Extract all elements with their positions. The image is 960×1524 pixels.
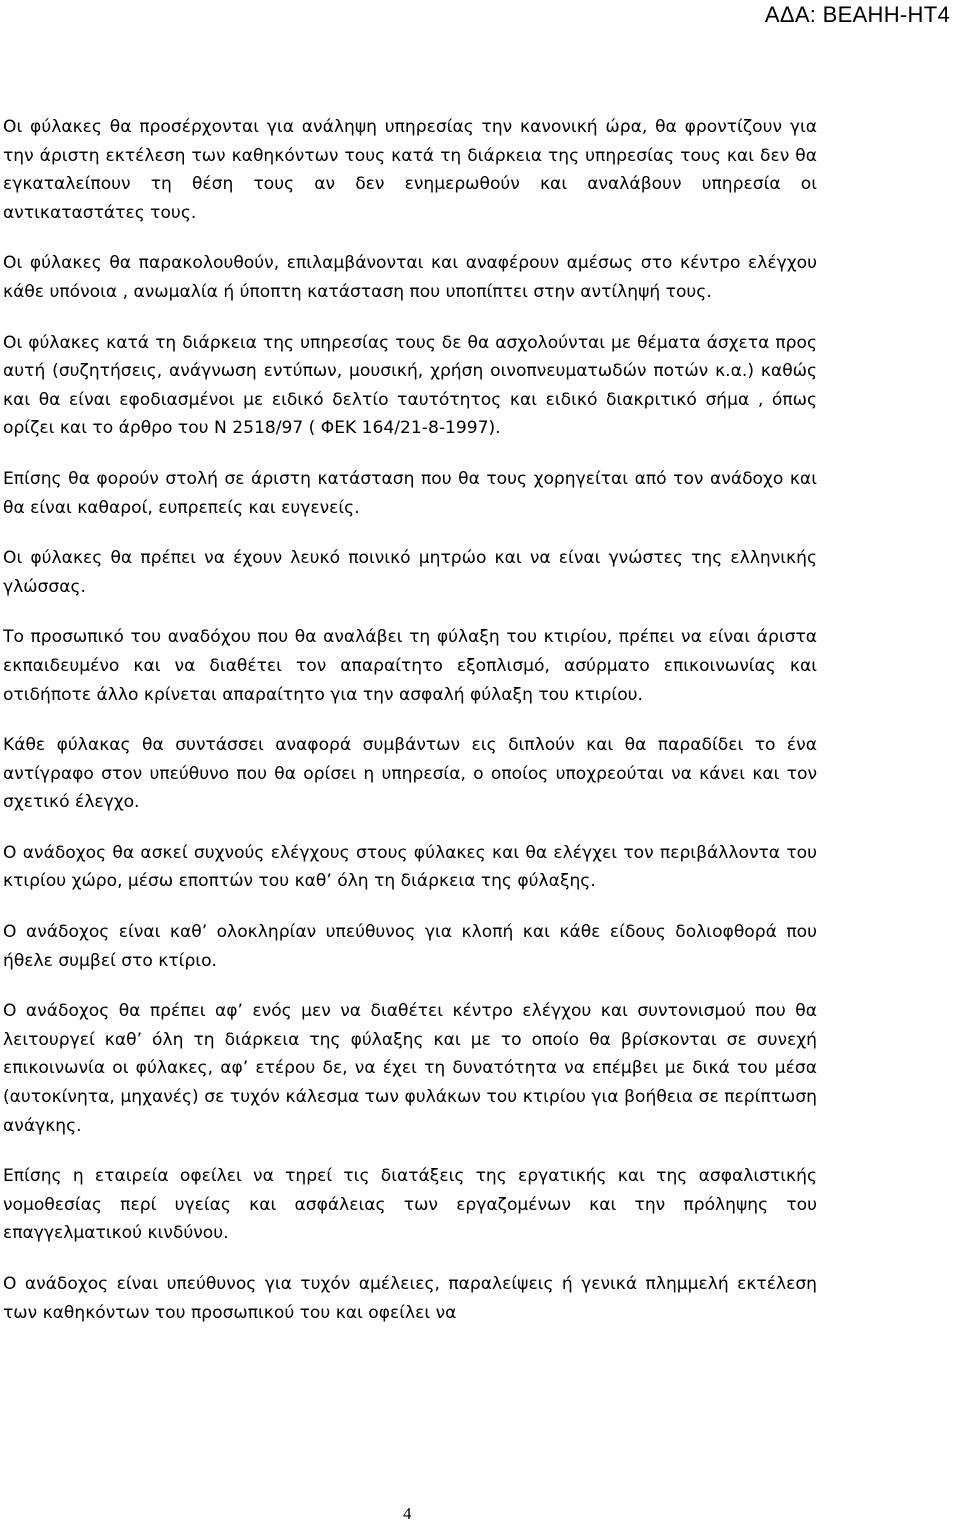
document-body (3, 113, 817, 1349)
page-number: 4 (403, 1504, 412, 1523)
paragraph-control-center: Ο ανάδοχος θα πρέπει αφ’ ενός μεν να διαθέτει κέντρο ελέγχου και συντονισμού που θα λειτουργεί καθ’ όλη τη διάρκεια της φύλαξης και με το οποίο θα βρίσκονται σε συνεχή επικοινωνία οι φύλακες, αφ’ ετέρου δε, να έχει τη δυνατότητα να επέμβει με δικά του μέσα (αυτοκίνητα, μηχανές) σε τυχόν κάλεσμα των φυλάκων του κτιρίου για βοήθεια σε περίπτωση ανάγκης. (3, 1001, 817, 1136)
paragraph-conduct: Οι φύλακες κατά τη διάρκεια της υπηρεσίας τους δε θα ασχολούνται με θέματα άσχετα προς αυτή (συζητήσεις, ανάγνωση εντύπων, μουσική, χρήση οινοπνευματωδών ποτών κ.α.) καθώς και θα είναι εφοδιασμένοι με ειδικό δελτίο ταυτότητος και ειδικό διακριτικό σήμα , όπως ορίζει και το άρθρο του Ν 2518/97 ( ΦΕΚ 164/21-8-1997). (3, 332, 817, 439)
paragraph-liability: Ο ανάδοχος είναι καθ’ ολοκληρίαν υπεύθυνος για κλοπή και κάθε είδους δολιοφθορά που ήθελε συμβεί στο κτίριο. (3, 922, 817, 971)
paragraph-guard-duty: Οι φύλακες θα προσέρχονται για ανάληψη υπηρεσίας την κανονική ώρα, θα φροντίζουν για την άριστη εκτέλεση των καθηκόντων τους κατά τη διάρκεια της υπηρεσίας τους και δεν θα εγκαταλείπουν τη θέση τους αν δεν ενημερωθούν και αναλάβουν υπηρεσία οι αντικαταστάτες τους. (3, 117, 817, 223)
paragraph-staff-training: Το προσωπικό του αναδόχου που θα αναλάβει τη φύλαξη του κτιρίου, πρέπει να είναι άριστα εκπαιδευμένο και να διαθέτει τον απαραίτητο εξοπλισμό, ασύρματο επικοινωνίας και οτιδήποτε άλλο κρίνεται απαραίτητο για την ασφαλή φύλαξη του κτιρίου. (3, 627, 817, 705)
paragraph-monitoring: Οι φύλακες θα παρακολουθούν, επιλαμβάνονται και αναφέρουν αμέσως στο κέντρο ελέγχου κάθε υπόνοια , ανωμαλία ή ύποπτη κατάσταση που υποπίπτει στην αντίληψή τους. (3, 253, 817, 302)
paragraph-uniform: Επίσης θα φορούν στολή σε άριστη κατάσταση που θα τους χορηγείται από τον ανάδοχο και θα είναι καθαροί, ευπρεπείς και ευγενείς. (3, 468, 817, 518)
document-id-header: ΑΔΑ: ΒΕΑΗΗ-ΗΤ4 (764, 2, 950, 27)
paragraph-labour-law: Επίσης η εταιρεία οφείλει να τηρεί τις διατάξεις της εργατικής και της ασφαλιστικής νομοθεσίας περί υγείας και ασφάλειας των εργαζομένων και την πρόληψης του επαγγελματικού κινδύνου. (3, 1166, 817, 1244)
paragraph-incident-report: Κάθε φύλακας θα συντάσσει αναφορά συμβάντων εις διπλούν και θα παραδίδει το ένα αντίγραφο στον υπεύθυνο που θα ορίσει η υπηρεσία, ο οποίος υποχρεούται να κάνει και τον σχετικό έλεγχο. (3, 735, 817, 813)
paragraph-criminal-record: Οι φύλακες θα πρέπει να έχουν λευκό ποινικό μητρώο και να είναι γνώστες της ελληνικής γλώσσας. (3, 548, 817, 597)
paragraph-negligence: Ο ανάδοχος είναι υπεύθυνος για τυχόν αμέλειες, παραλείψεις ή γενικά πλημμελή εκτέλεση των καθηκόντων του προσωπικού του και οφείλει να (3, 1274, 817, 1323)
paragraph-inspections: Ο ανάδοχος θα ασκεί συχνούς ελέγχους στους φύλακες και θα ελέγχει τον περιβάλλοντα του κτιρίου χώρο, μέσω εποπτών του καθ’ όλη τη διάρκεια της φύλαξης. (3, 842, 817, 892)
